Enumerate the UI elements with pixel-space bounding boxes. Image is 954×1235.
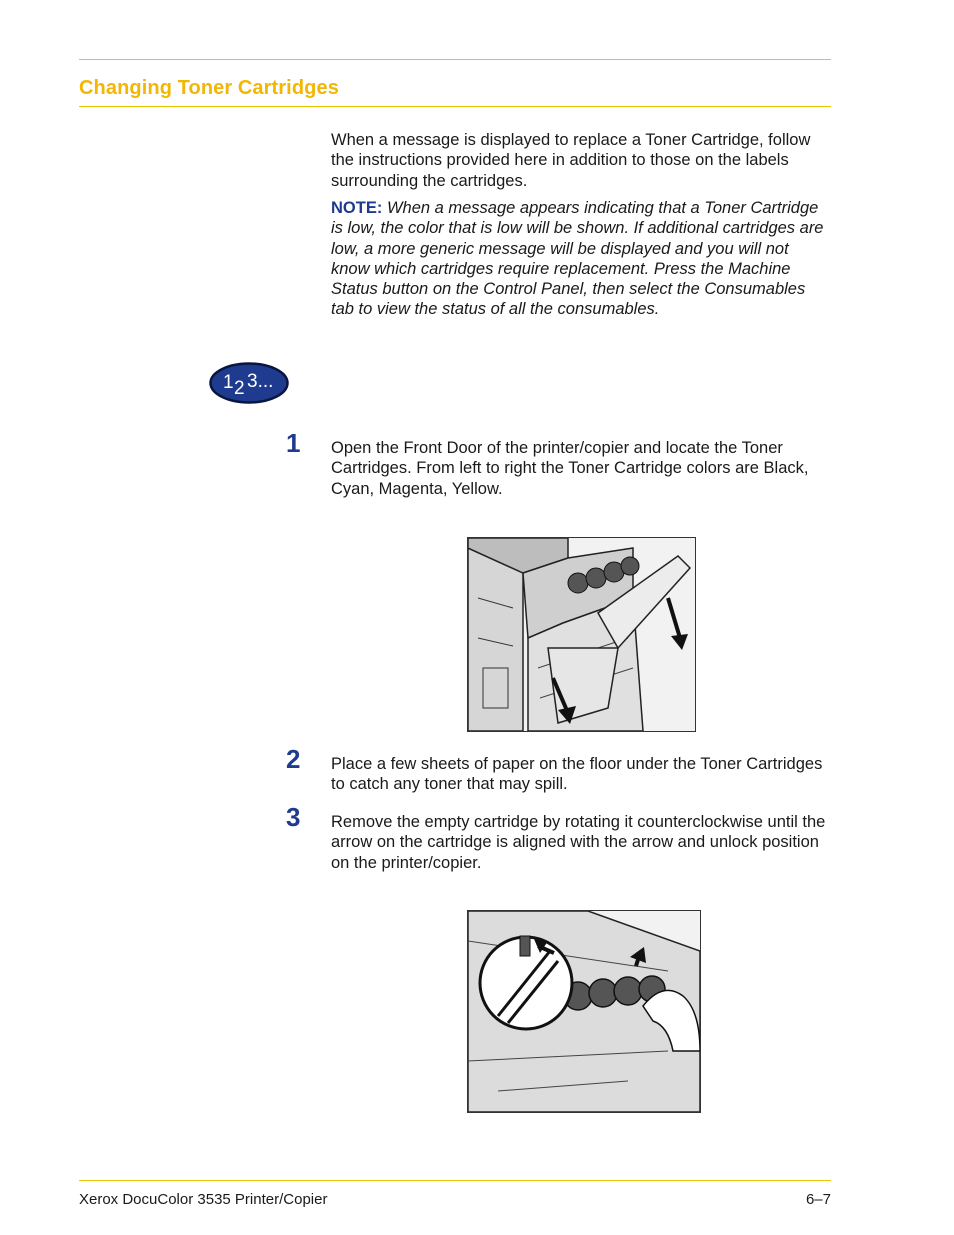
- procedure-icon-one: 1: [223, 372, 234, 393]
- note-label: NOTE:: [331, 199, 383, 217]
- rotate-cartridge-illustration: [467, 910, 701, 1113]
- intro-paragraph: When a message is displayed to replace a Toner Cartridge, follow the instructions provided here in addition to those on the labels surrounding the cartridges.: [331, 131, 811, 190]
- front-door-open-illustration: [467, 537, 696, 732]
- step-2-text: Place a few sheets of paper on the floor under the Toner Cartridges to catch any toner that may spill.: [331, 755, 823, 794]
- procedure-icon-two: 2: [234, 378, 245, 399]
- note-paragraph: [331, 198, 831, 320]
- header-bottom-rule: [79, 106, 831, 107]
- procedure-icon-rest: 3...: [247, 371, 274, 392]
- footer-rule: [79, 1180, 831, 1181]
- note-text: When a message appears indicating that a Toner Cartridge is low, the color that is low will be shown. If additional cartridges are low, a more generic message will be displayed and you will not know which cartridges require replacement. Press the Machine Status button on the Control Panel, then select the Consumables tab to view the status of all the consumables.: [331, 199, 824, 319]
- footer-product-name: Xerox DocuColor 3535 Printer/Copier: [79, 1191, 328, 1208]
- header-top-rule: [79, 59, 831, 60]
- step-1-text: Open the Front Door of the printer/copier and locate the Toner Cartridges. From left to right the Toner Cartridge colors are Black, Cyan, Magenta, Yellow.: [331, 439, 809, 498]
- footer-page-number: 6–7: [805, 1191, 831, 1208]
- step-3-text: Remove the empty cartridge by rotating it counterclockwise until the arrow on the cartridge is aligned with the arrow and unlock position on the printer/copier.: [331, 813, 826, 872]
- step-3-number: 3: [286, 802, 301, 832]
- procedure-steps-icon: [209, 362, 289, 404]
- step-2-number: 2: [286, 744, 301, 774]
- step-1-number: 1: [286, 428, 301, 458]
- page-title: Changing Toner Cartridges: [79, 77, 339, 99]
